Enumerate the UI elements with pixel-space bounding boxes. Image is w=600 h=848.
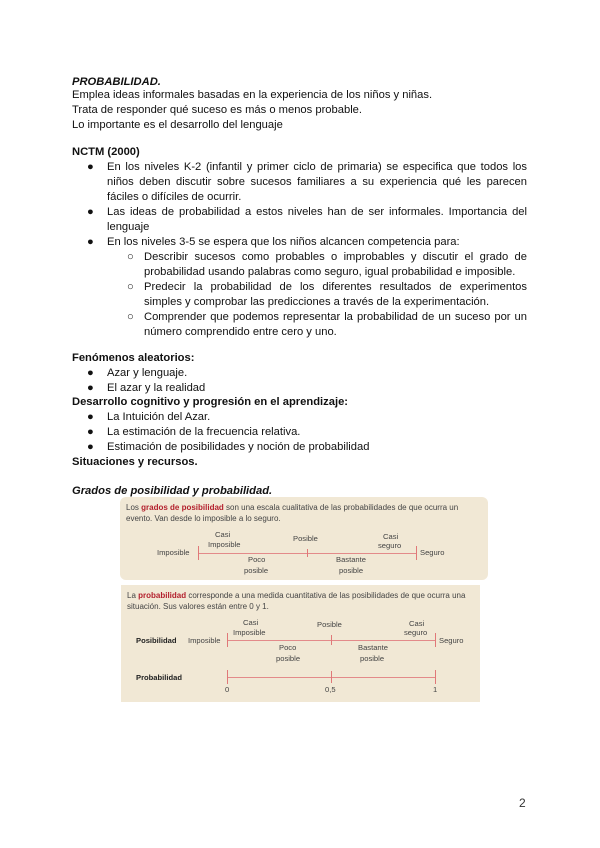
list-item-text: Describir sucesos como probables o improbables y discutir el grado de probabilidad usando palabras como seguro, igual probabilidad e imposible. <box>144 251 527 278</box>
label-casi-seguro: seguro <box>404 628 428 637</box>
fenomenos-list <box>87 366 206 396</box>
label-posible: Posible <box>317 620 342 629</box>
bullet-icon: ● <box>87 382 94 394</box>
figure-probabilidad <box>121 585 480 702</box>
tick-label: 0 <box>225 685 230 694</box>
bullet-icon: ● <box>87 236 94 248</box>
circle-bullet-icon: ○ <box>127 281 134 293</box>
list-item-text: La estimación de la frecuencia relativa. <box>107 426 301 438</box>
label-poco-posible: Poco <box>248 555 266 564</box>
page-number: 2 <box>519 796 526 810</box>
list-item-text: Estimación de posibilidades y noción de probabilidad <box>107 441 370 453</box>
list-item <box>87 235 527 250</box>
bullet-icon: ● <box>87 426 94 438</box>
label-casi-imposible: Imposible <box>233 628 266 637</box>
tick-label: 0,5 <box>325 685 336 694</box>
list-item <box>87 440 370 455</box>
label-poco-posible: posible <box>244 566 269 575</box>
list-item-text: Azar y lenguaje. <box>107 367 188 379</box>
label-casi-imposible: Casi <box>215 530 231 539</box>
list-item-text: Comprender que podemos representar la probabilidad de un suceso por un número comprendido entre cero y uno. <box>144 311 527 338</box>
caption-highlight: probabilidad <box>138 591 187 600</box>
nctm-bullet-list <box>87 160 527 250</box>
label-casi-seguro: seguro <box>378 541 402 550</box>
label-bastante-posible: Bastante <box>336 555 366 564</box>
label-poco-posible: Poco <box>279 643 297 652</box>
nctm-heading: NCTM (2000) <box>72 146 140 158</box>
circle-bullet-icon: ○ <box>127 251 134 263</box>
axis-tick <box>435 633 436 647</box>
bullet-icon: ● <box>87 206 94 218</box>
desarrollo-list <box>87 410 370 455</box>
figure-caption <box>126 502 486 524</box>
label-seguro: Seguro <box>439 636 464 645</box>
list-item <box>87 205 527 235</box>
sub-list-item <box>127 310 527 340</box>
list-item <box>87 410 369 425</box>
grados-heading: Grados de posibilidad y probabilidad. <box>72 485 273 497</box>
label-casi-imposible: Imposible <box>208 540 241 549</box>
axis-tick <box>331 635 332 645</box>
list-item-text: Las ideas de probabilidad a estos niveles han de ser informales. Importancia del lenguaje <box>107 206 527 233</box>
section-title: PROBABILIDAD. <box>72 76 161 88</box>
label-imposible: Imposible <box>188 636 221 645</box>
label-seguro: Seguro <box>420 548 445 557</box>
caption-text: La <box>127 591 139 600</box>
sub-list-item <box>127 280 527 310</box>
caption-text: Los <box>126 503 142 512</box>
list-item <box>87 425 369 440</box>
label-poco-posible: posible <box>276 654 301 663</box>
row-label-posibilidad: Posibilidad <box>136 636 177 645</box>
label-bastante-posible: posible <box>339 566 364 575</box>
bullet-icon: ● <box>87 441 94 453</box>
circle-bullet-icon: ○ <box>127 311 134 323</box>
desarrollo-heading: Desarrollo cognitivo y progresión en el aprendizaje: <box>72 396 349 408</box>
situaciones-heading: Situaciones y recursos. <box>72 456 198 468</box>
figure-grados-posibilidad <box>120 497 488 580</box>
nctm-sub-bullet-list <box>127 250 527 340</box>
label-casi-imposible: Casi <box>243 618 259 627</box>
caption-text: corresponde a una medida cuantitativa de las posibilidades de que ocurra una situación. Sus valores están entre 0 y 1. <box>127 591 466 611</box>
axis-tick <box>227 670 228 684</box>
axis-tick <box>307 549 308 557</box>
label-bastante-posible: posible <box>360 654 385 663</box>
list-item-text: La Intuición del Azar. <box>107 411 211 423</box>
axis-tick <box>227 633 228 647</box>
list-item <box>87 160 527 205</box>
intro-line: Trata de responder qué suceso es más o menos probable. <box>72 104 363 116</box>
tick-label: 1 <box>433 685 438 694</box>
bullet-icon: ● <box>87 367 94 379</box>
list-item <box>87 381 206 396</box>
bullet-icon: ● <box>87 411 94 423</box>
caption-text: son una escala cualitativa de las probabilidades de que ocurra un evento. Van desde lo imposible a lo seguro. <box>126 503 459 523</box>
axis-tick <box>331 671 332 683</box>
row-label-probabilidad: Probabilidad <box>136 673 182 682</box>
figure-caption <box>127 590 479 612</box>
caption-highlight: grados de posibilidad <box>141 503 224 512</box>
label-imposible: Imposible <box>157 548 190 557</box>
intro-line: Lo importante es el desarrollo del lenguaje <box>72 119 283 131</box>
label-bastante-posible: Bastante <box>358 643 388 652</box>
bullet-icon: ● <box>87 161 94 173</box>
intro-line: Emplea ideas informales basadas en la experiencia de los niños y niñas. <box>72 89 433 101</box>
list-item-text: Predecir la probabilidad de los diferentes resultados de experimentos simples y comprobar las predicciones a través de la experimentación. <box>144 281 527 308</box>
axis-tick <box>198 546 199 560</box>
list-item-text: El azar y la realidad <box>107 382 206 394</box>
sub-list-item <box>127 250 527 280</box>
list-item-text: En los niveles K-2 (infantil y primer ciclo de primaria) se especifica que todos los niños deben discutir sobre sucesos familiares a su experiencia qué les parecen fáciles o difíciles de ocurrir. <box>107 161 527 203</box>
list-item <box>87 366 205 381</box>
label-posible: Posible <box>293 534 318 543</box>
axis-tick <box>416 546 417 560</box>
axis-tick <box>435 670 436 684</box>
label-casi-seguro: Casi <box>409 619 425 628</box>
fenomenos-heading: Fenómenos aleatorios: <box>72 352 195 364</box>
label-casi-seguro: Casi <box>383 532 399 541</box>
list-item-text: En los niveles 3-5 se espera que los niños alcancen competencia para: <box>107 236 460 248</box>
